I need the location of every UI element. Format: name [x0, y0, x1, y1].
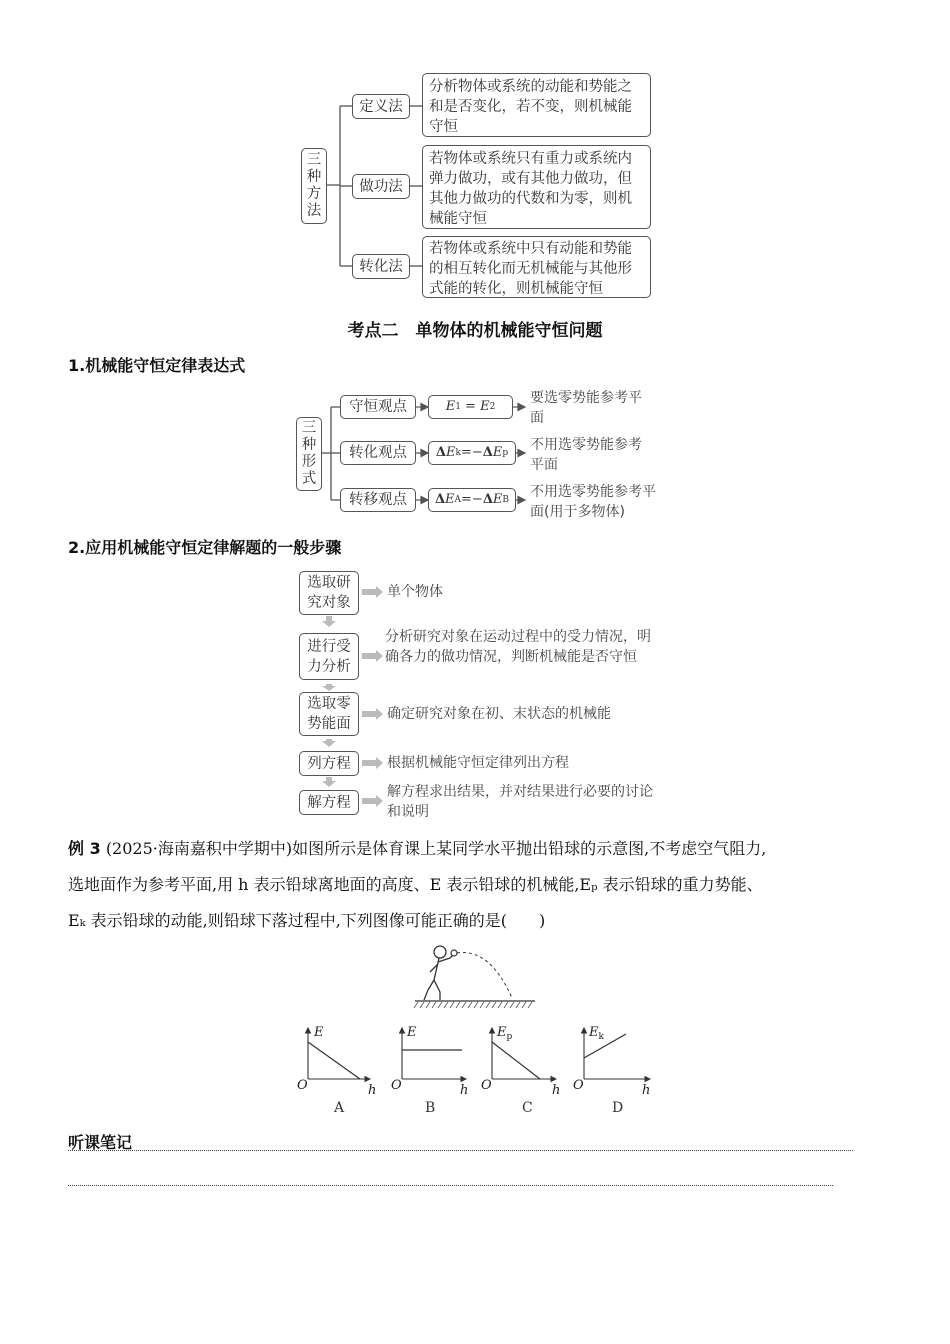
step-force-analysis: 进行受力分析 [299, 633, 359, 680]
shot-put-illustration [410, 940, 540, 1012]
graph-d-origin: O [573, 1078, 584, 1093]
notes-line-1[interactable] [68, 1150, 853, 1151]
method-work-desc: 若物体或系统只有重力或系统内弹力做功，或有其他力做功，但其他力做功的代数和为零，则机械能守恒 [422, 145, 651, 229]
step-select-object-desc: 单个物体 [387, 584, 443, 600]
graph-a-origin: O [297, 1078, 308, 1093]
form-conservation-label: 守恒观点 [340, 395, 416, 419]
graph-a-caption: A [334, 1100, 345, 1116]
method-conversion-label: 转化法 [352, 254, 410, 279]
graph-c-ylabel: $E_p$ [497, 1025, 513, 1042]
step-select-object: 选取研究对象 [299, 571, 359, 615]
graph-a-ylabel: E [314, 1025, 324, 1040]
example-label: 例 3 [68, 839, 101, 858]
graph-b-ylabel: E [407, 1025, 417, 1040]
example-line-3: Eₖ 表示铅球的动能,则铅球下落过程中,下列图像可能正确的是( ) [68, 911, 546, 930]
graph-d [573, 1025, 650, 1098]
form-conversion-note: 不用选零势能参考平面 [530, 437, 642, 473]
graph-b-caption: B [425, 1100, 436, 1116]
heading-expressions: 1.机械能守恒定律表达式 [68, 356, 246, 375]
graph-c [481, 1025, 560, 1098]
notes-line-2[interactable] [68, 1185, 833, 1186]
graph-b [391, 1025, 468, 1098]
notes-title: 听课笔记 [68, 1133, 133, 1152]
graph-c-xlabel: h [552, 1083, 561, 1098]
example-source: (2025·海南嘉积中学期中) [105, 839, 293, 858]
step-zero-potential-desc: 确定研究对象在初、末状态的机械能 [387, 706, 611, 722]
formula-conservation: E 1 = E 2 [428, 395, 513, 419]
graph-d-xlabel: h [642, 1083, 651, 1098]
step-zero-potential: 选取零势能面 [299, 692, 359, 736]
graph-c-caption: C [522, 1100, 533, 1116]
graph-a [297, 1025, 376, 1098]
step-force-analysis-desc: 分析研究对象在运动过程中的受力情况，明确各力的做功情况，判断机械能是否守恒 [385, 629, 651, 665]
step-write-equation-desc: 根据机械能守恒定律列出方程 [387, 755, 569, 771]
method-definition-desc: 分析物体或系统的动能和势能之和是否变化，若不变，则机械能守恒 [422, 73, 651, 137]
example-line-2: 选地面作为参考平面,用 h 表示铅球离地面的高度、E 表示铅球的机械能,Eₚ 表示铅球的重力势能、 [68, 875, 763, 894]
graph-a-line [308, 1042, 360, 1079]
graph-a-xlabel: h [368, 1083, 377, 1098]
example-line-1: 例 3 (2025·海南嘉积中学期中)如图所示是体育课上某同学水平抛出铅球的示意图,不考虑空气阻力, [68, 839, 767, 858]
forms-root-box: 三 种 形 式 [296, 417, 322, 491]
methods-root-box: 三 种 方 法 [301, 148, 327, 224]
heading-steps: 2.应用机械能守恒定律解题的一般步骤 [68, 538, 342, 557]
example-question [68, 831, 898, 939]
step-solve-equation-desc: 解方程求出结果，并对结果进行必要的讨论和说明 [387, 784, 653, 820]
graph-b-origin: O [391, 1078, 402, 1093]
method-work-label: 做功法 [352, 174, 410, 199]
method-conversion-desc: 若物体或系统中只有动能和势能的相互转化而无机械能与其他形式能的转化，则机械能守恒 [422, 236, 651, 298]
form-transfer-label: 转移观点 [340, 488, 416, 512]
graph-d-ylabel: $E_k$ [589, 1025, 604, 1042]
graph-b-xlabel: h [460, 1083, 469, 1098]
formula-transfer: Δ E A =− Δ E B [428, 488, 516, 512]
graph-d-caption: D [612, 1100, 624, 1116]
formula-conversion: Δ E k =− Δ E p [428, 441, 516, 465]
form-conversion-label: 转化观点 [340, 441, 416, 465]
form-conservation-note: 要选零势能参考平面 [530, 390, 642, 426]
step-write-equation: 列方程 [299, 751, 359, 776]
answer-graphs [290, 1022, 660, 1102]
method-definition-label: 定义法 [352, 94, 410, 119]
graph-c-line [492, 1042, 540, 1079]
graph-c-origin: O [481, 1078, 492, 1093]
section-title: 考点二 单物体的机械能守恒问题 [347, 321, 603, 341]
step-solve-equation: 解方程 [299, 790, 359, 815]
form-transfer-note: 不用选零势能参考平面(用于多物体) [530, 484, 656, 520]
